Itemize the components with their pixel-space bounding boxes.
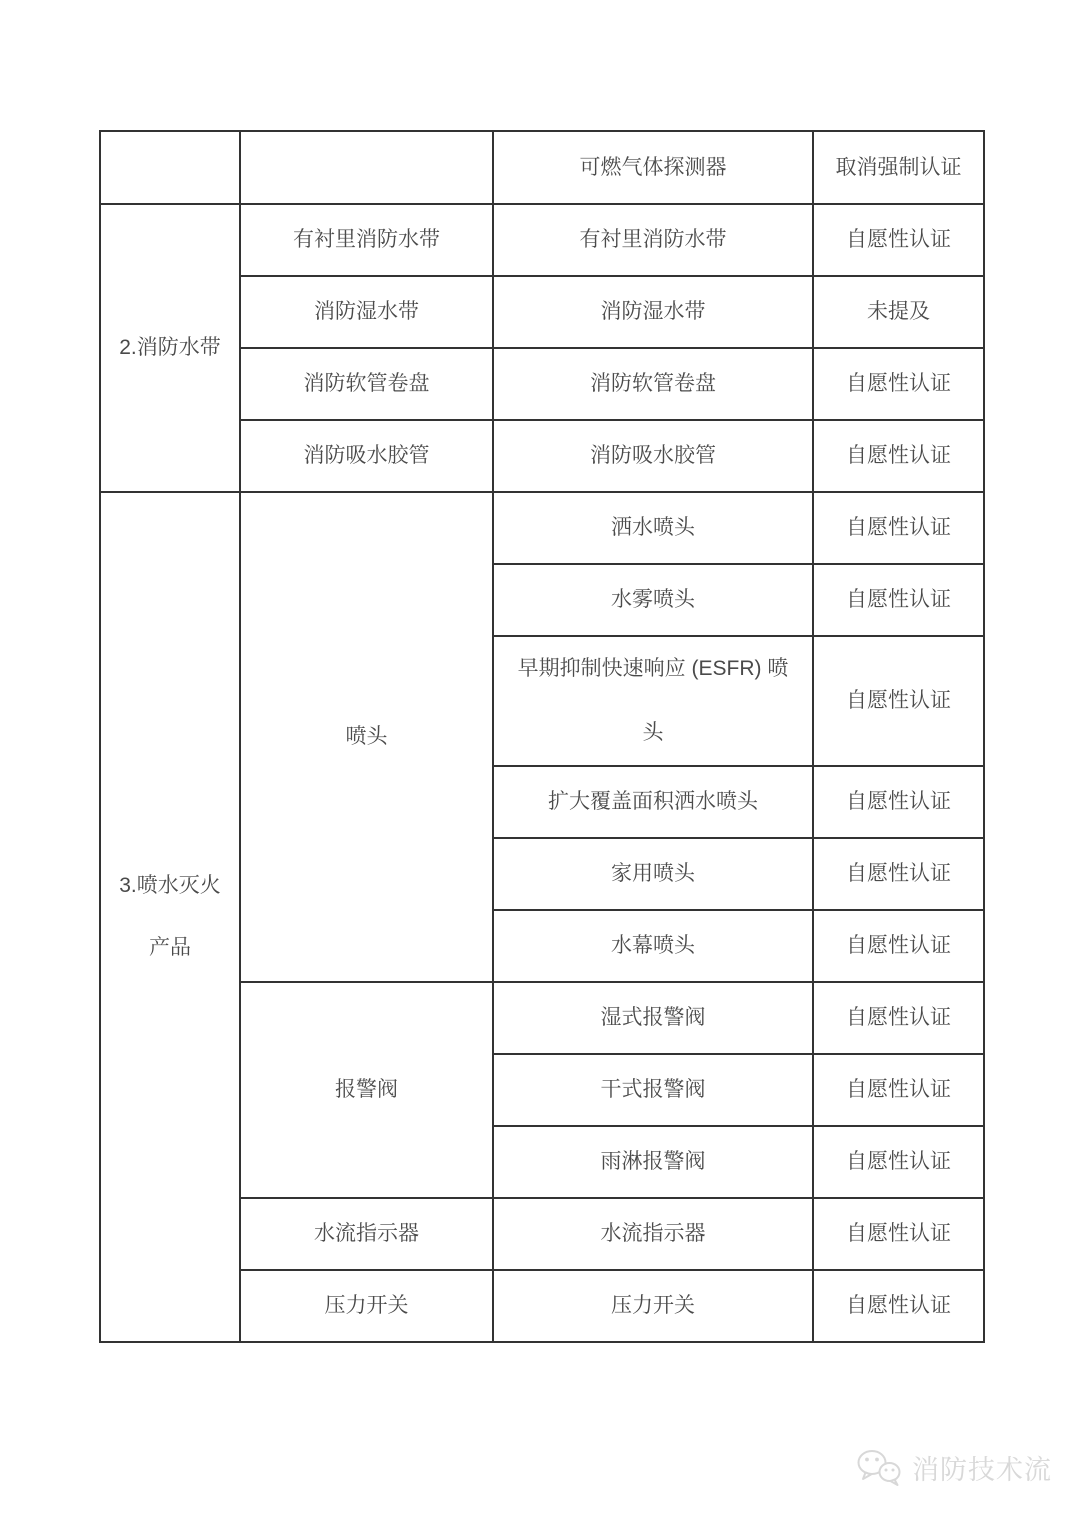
product-cell: 有衬里消防水带 [493,204,813,276]
category-cell [100,131,240,204]
product-cell: 消防吸水胶管 [493,420,813,492]
status-cell: 未提及 [813,276,984,348]
product-cell: 水流指示器 [493,1198,813,1270]
watermark-text: 消防技术流 [912,1455,1052,1485]
subcategory-cell: 消防软管卷盘 [240,348,493,420]
subcategory-cell: 消防吸水胶管 [240,420,493,492]
product-cell: 湿式报警阀 [493,982,813,1054]
status-cell: 自愿性认证 [813,1054,984,1126]
product-cell: 水幕喷头 [493,910,813,982]
status-cell: 自愿性认证 [813,910,984,982]
wechat-icon [856,1449,902,1487]
status-cell: 自愿性认证 [813,492,984,564]
status-cell: 自愿性认证 [813,838,984,910]
product-cell: 洒水喷头 [493,492,813,564]
status-cell: 自愿性认证 [813,348,984,420]
status-cell: 自愿性认证 [813,564,984,636]
subcategory-cell [240,131,493,204]
category-label: 3.喷水灭火产品 [119,874,221,959]
subcategory-cell: 有衬里消防水带 [240,204,493,276]
subcategory-cell: 消防湿水带 [240,276,493,348]
status-cell: 自愿性认证 [813,420,984,492]
status-cell: 自愿性认证 [813,982,984,1054]
subcategory-cell: 水流指示器 [240,1198,493,1270]
subcategory-cell: 喷头 [240,492,493,982]
certification-table [99,130,985,1343]
status-cell: 自愿性认证 [813,1126,984,1198]
status-cell: 自愿性认证 [813,1270,984,1342]
status-cell: 自愿性认证 [813,204,984,276]
product-cell: 雨淋报警阀 [493,1126,813,1198]
product-cell: 可燃气体探测器 [493,131,813,204]
subcategory-cell: 报警阀 [240,982,493,1198]
status-cell: 自愿性认证 [813,766,984,838]
category-cell: 2.消防水带 [100,204,240,492]
product-cell: 干式报警阀 [493,1054,813,1126]
category-cell [100,492,240,1342]
status-cell: 自愿性认证 [813,1198,984,1270]
table-row [100,131,984,204]
product-cell: 消防软管卷盘 [493,348,813,420]
table-row [100,204,984,276]
subcategory-cell: 压力开关 [240,1270,493,1342]
product-cell [493,636,813,766]
table-row [100,492,984,564]
product-cell: 水雾喷头 [493,564,813,636]
watermark [856,1448,1052,1487]
product-label: 早期抑制快速响应 (ESFR) 喷头 [517,657,789,744]
product-cell: 压力开关 [493,1270,813,1342]
product-cell: 扩大覆盖面积洒水喷头 [493,766,813,838]
status-cell: 取消强制认证 [813,131,984,204]
product-cell: 消防湿水带 [493,276,813,348]
status-cell: 自愿性认证 [813,636,984,766]
product-cell: 家用喷头 [493,838,813,910]
